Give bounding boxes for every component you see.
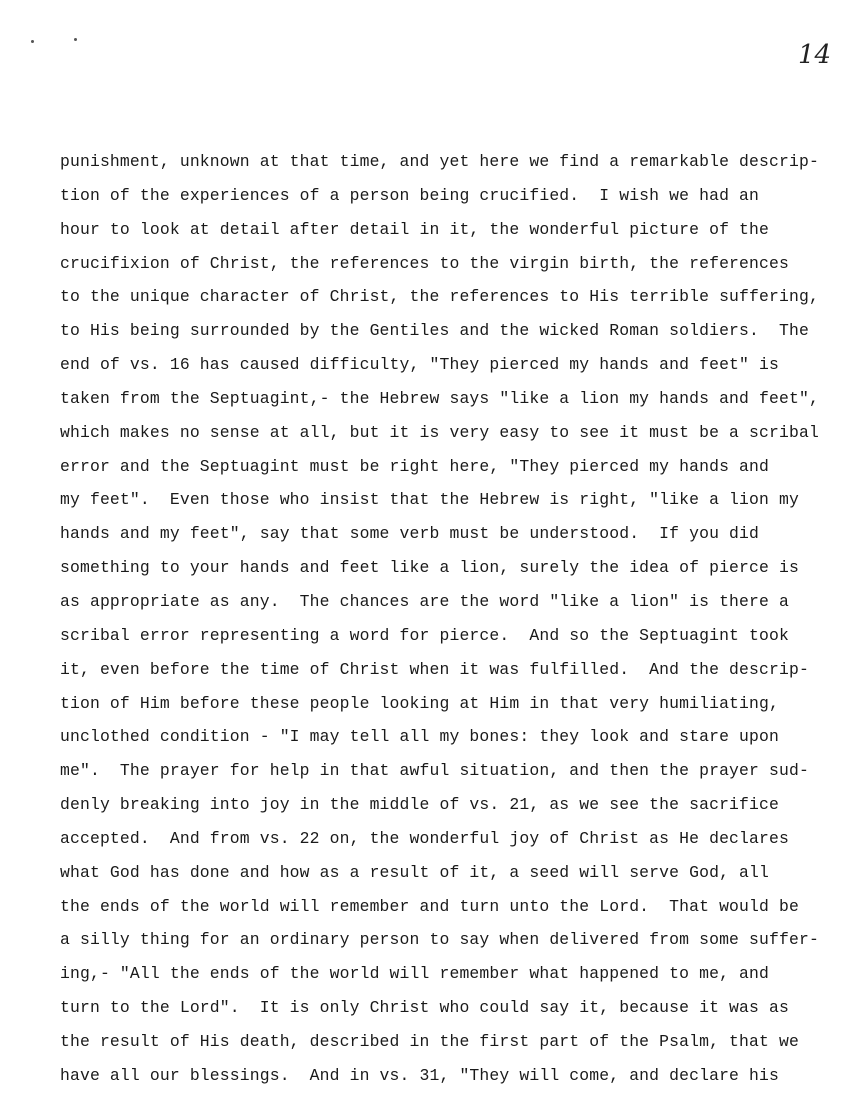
text-line: denly breaking into joy in the middle of vs. 21, as we see the sacrifice bbox=[60, 795, 779, 815]
text-line: a silly thing for an ordinary person to say when delivered from some suffer- bbox=[60, 930, 819, 950]
text-line: taken from the Septuagint,- the Hebrew says "like a lion my hands and feet", bbox=[60, 388, 819, 408]
text-line: to His being surrounded by the Gentiles and the wicked Roman soldiers. The bbox=[60, 321, 809, 341]
text-line: the ends of the world will remember and turn unto the Lord. That would be bbox=[60, 896, 799, 916]
text-line: as appropriate as any. The chances are the word "like a lion" is there a bbox=[60, 591, 789, 611]
text-line: what God has done and how as a result of it, a seed will serve God, all bbox=[60, 862, 770, 882]
text-line: my feet". Even those who insist that the Hebrew is right, "like a lion my bbox=[60, 490, 799, 510]
text-line: end of vs. 16 has caused difficulty, "They pierced my hands and feet" is bbox=[60, 355, 779, 375]
text-line: tion of the experiences of a person being crucified. I wish we had an bbox=[60, 185, 760, 205]
text-line: error and the Septuagint must be right here, "They pierced my hands and bbox=[60, 456, 770, 476]
text-line: me". The prayer for help in that awful situation, and then the prayer sud- bbox=[60, 761, 809, 781]
margin-speck bbox=[31, 40, 34, 43]
text-line: something to your hands and feet like a lion, surely the idea of pierce is bbox=[60, 558, 799, 578]
text-line: hour to look at detail after detail in it, the wonderful picture of the bbox=[60, 219, 770, 239]
margin-speck bbox=[74, 38, 77, 41]
text-line: have all our blessings. And in vs. 31, "They will come, and declare his bbox=[60, 1065, 779, 1085]
text-line: to the unique character of Christ, the references to His terrible suffering, bbox=[60, 287, 819, 307]
text-line: crucifixion of Christ, the references to the virgin birth, the references bbox=[60, 253, 789, 273]
body-text bbox=[60, 145, 840, 1093]
text-line: unclothed condition - "I may tell all my bones: they look and stare upon bbox=[60, 727, 779, 747]
text-line: ing,- "All the ends of the world will remember what happened to me, and bbox=[60, 964, 770, 984]
text-line: it, even before the time of Christ when it was fulfilled. And the descrip- bbox=[60, 659, 809, 679]
text-line: hands and my feet", say that some verb must be understood. If you did bbox=[60, 524, 760, 544]
text-line: tion of Him before these people looking at Him in that very humiliating, bbox=[60, 693, 779, 713]
text-line: the result of His death, described in the first part of the Psalm, that we bbox=[60, 1031, 799, 1051]
page-number: 14 bbox=[798, 40, 832, 70]
text-line: scribal error representing a word for pierce. And so the Septuagint took bbox=[60, 625, 789, 645]
text-line: punishment, unknown at that time, and yet here we find a remarkable descrip- bbox=[60, 152, 819, 171]
text-line: turn to the Lord". It is only Christ who could say it, because it was as bbox=[60, 998, 789, 1018]
text-line: accepted. And from vs. 22 on, the wonderful joy of Christ as He declares bbox=[60, 828, 789, 848]
text-line: which makes no sense at all, but it is very easy to see it must be a scribal bbox=[60, 422, 819, 442]
